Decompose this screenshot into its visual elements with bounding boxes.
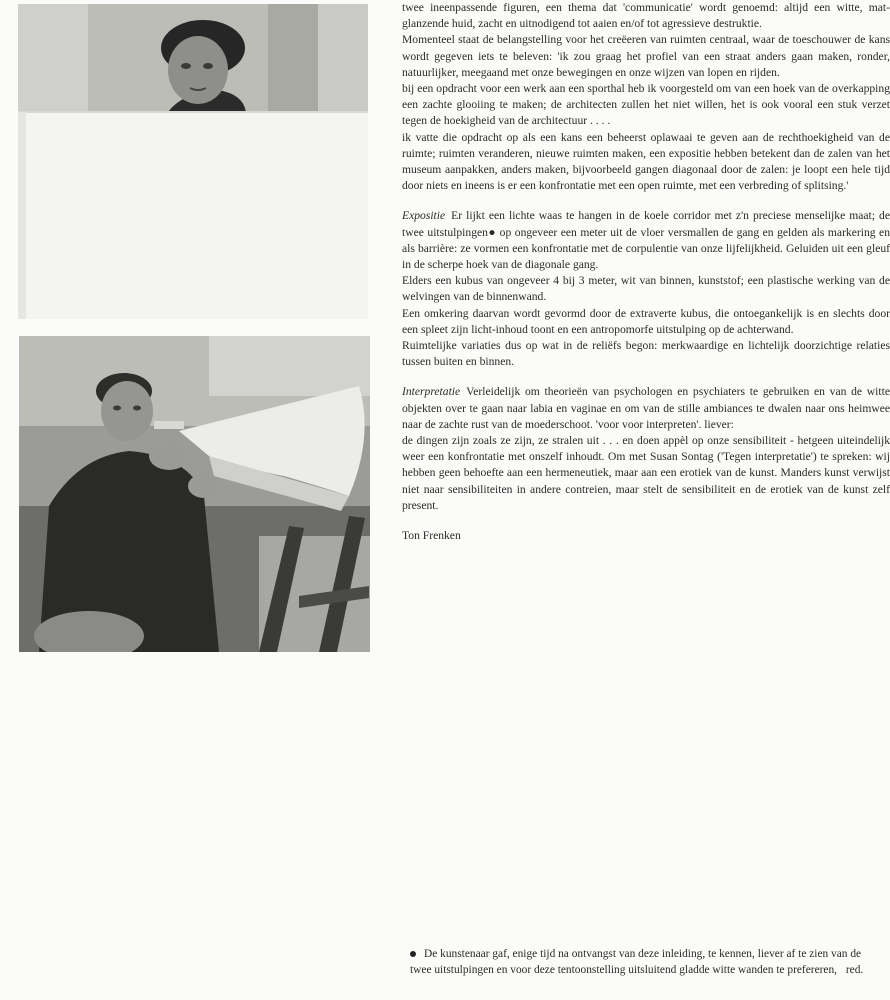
- author-signature: Ton Frenken: [402, 529, 461, 543]
- intro-paragraph: Momenteel staat de belangstelling voor het creëeren van ruimten centraal, waar de toeschouwer de kans wordt gegeven iets te beleven: 'ik zou graag het profiel van een straat anders gaan maken, ronder, natuurlijker, meegaand met onze bewegingen en onze wijzen van lopen en rijden.: [402, 33, 890, 79]
- expositie-paragraph: Een omkering daarvan wordt gevormd door de extraverte kubus, die ontoegankelijk is en slechts door een spleet zijn licht-inhoud toont en een antropomorfe uitstulping op de achterwand.: [402, 306, 890, 336]
- section-lead-interpretatie: Interpretatie: [402, 385, 461, 399]
- interpretatie-paragraph: [402, 384, 890, 433]
- intro-paragraph: ik vatte die opdracht op als een kans een beheerst oplawaai te geven aan de rechthoekigheid van de ruimte; ruimten veranderen, nieuwe ruimten maken, een expositie hebben betekent dan de zalen van het museum aanpakken, anders maken, bijvoorbeeld gangen diagonaal door de zalen: je loopt een hele tijd door niets en ineens is er een konfrontatie met een open ruimte, met een verbreding of splitsing.': [402, 130, 890, 193]
- footnote-bullet-icon: [410, 951, 416, 957]
- photo-artist-in-workshop: [19, 336, 370, 652]
- interpretatie-paragraph: de dingen zijn zoals ze zijn, ze stralen uit . . . en doen appèl op onze sensibiliteit - hetgeen uiteindelijk weer een konfrontatie met onszelf inhoudt. Om met Susan Sontag ('Tegen interpretatie') te spreken: wij hebben geen behoefte aan een hermeneutiek, maar aan een erotiek van de kunst. Manders kunst verwijst niet naar sensibiliteiten in andere contreien, maar stelt de sensibiliteit en de erotiek van de kunst zelf present.: [402, 434, 890, 512]
- section-lead-expositie: Expositie: [402, 209, 446, 223]
- expositie-text: Er lijkt een lichte waas te hangen in de koele corridor met z'n preciese menselijke maat; de twee uitstulpingen● op ongeveer een meter uit de vloer versmallen de gang en gelden als markering en als barrière: ze vormen een konfrontatie met de corpulentie van onze lijfelijkheid. Geluiden uit een gleuf in de scherpe hoek van de diagonale gang.: [402, 209, 890, 272]
- interpretatie-text: Verleidelijk om theorieën van psychologen en psychiaters te gebruiken en van de witte objekten over te gaan naar labia en vaginae en om van de stille ambiances te dwalen naar ons heimwee naar de zachte rust van de moederschoot. 'voor voor interpreten'. liever:: [402, 385, 890, 431]
- photo-artist-with-white-panel: [18, 4, 368, 319]
- footnote-text: De kunstenaar gaf, enige tijd na ontvangst van deze inleiding, te kennen, liever af te zien van de twee uitstulpingen en voor deze tentoonstelling uitsluitend gladde witte wanden te prefereren,: [410, 948, 862, 977]
- expositie-paragraph: [402, 208, 890, 273]
- expositie-paragraph: Ruimtelijke variaties dus op wat in de reliëfs begon: merkwaardige en lichtelijk doorzichtige relaties tussen buiten en binnen.: [402, 339, 890, 369]
- footnote: [410, 946, 880, 978]
- expositie-paragraph: Elders een kubus van ongeveer 4 bij 3 meter, wit van binnen, kunststof; een plastische werking van de welvingen van de binnenwand.: [402, 274, 890, 304]
- article-column: [402, 0, 890, 544]
- intro-paragraph: twee ineenpassende figuren, een thema dat 'communicatie' wordt genoemd: altijd een witte, mat-glanzende huid, zacht en uitnodigend tot aaien en/of tot agressieve destruktie.: [402, 1, 890, 31]
- intro-paragraph: bij een opdracht voor een werk aan een sporthal heb ik voorgesteld om van een hoek van de overkapping een zachte glooiing te maken; de architecten zullen het niet willen, het is ook vooral een stuk verzet tegen de hoekigheid van de architectuur . . . .: [402, 82, 890, 128]
- footnote-editor-mark: red.: [845, 964, 864, 977]
